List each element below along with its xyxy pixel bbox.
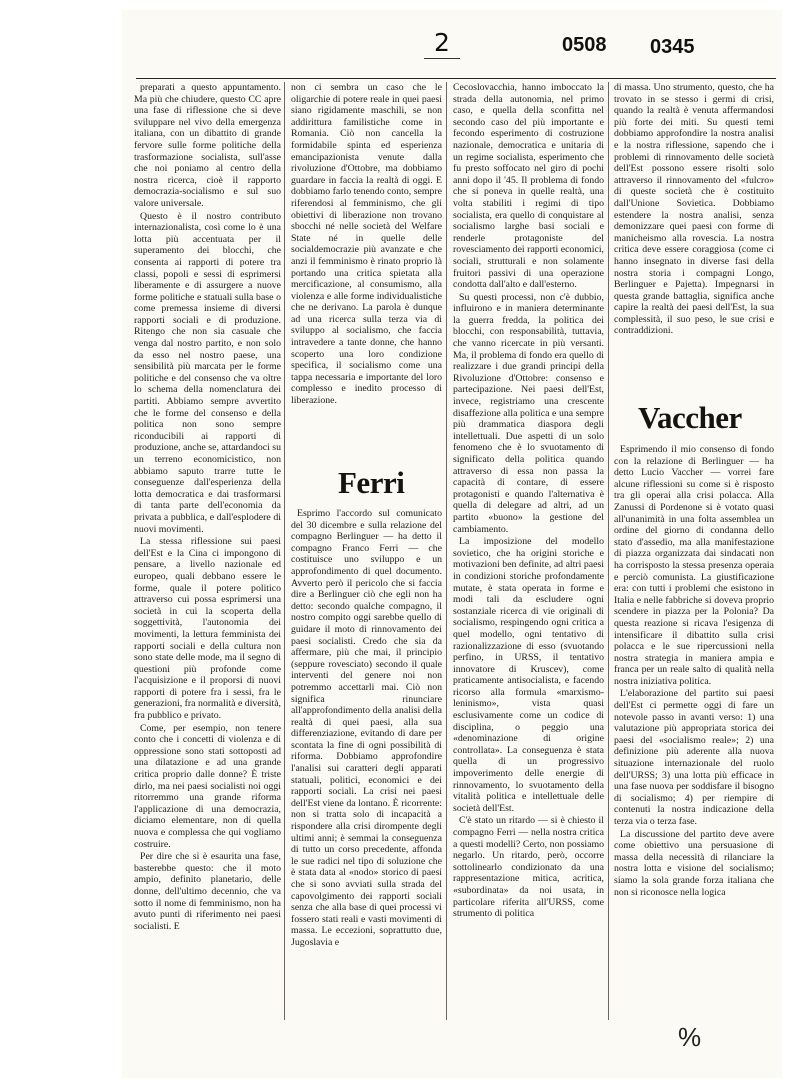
- article-column-1: [134, 82, 281, 1022]
- paragraph: La discussione del partito deve avere come obiettivo una persuasione di massa della necessità di rilanciare la nostra lotta e visione del socialismo; siamo la sola grande forza italiana che non si riconosce nella logica: [614, 828, 774, 898]
- paragraph: Su questi processi, non c'è dubbio, influirono e in maniera determinante la guerra fredda, la politica dei blocchi, con responsabilità, tuttavia, che vanno ricercate in più versanti. Ma, il problema di fondo era quello di realizzare i due grandi principi della Rivoluzione d'Ottobre: consenso e partecipazione. Nei paesi dell'Est, invece, registriamo una crescente disaffezione alla politica e una sempre più drammatica diaspora degli intellettuali. Due aspetti di un solo fenomeno che è lo svuotamento di significato della politica quando attraverso di essa non passa la capacità di contare, di essere protagonisti e quando l'alternativa è quella di delegare ad altri, ad un partito «buono» la gestione del cambiamento.: [453, 291, 604, 535]
- paragraph: Cecoslovacchia, hanno imboccato la strada della autonomia, nel primo caso, e quella della sconfitta nel secondo caso del più importante e fecondo esperimento di costruzione nazionale, democratica e unitaria di un regime socialista, esperimento che fu presto soffocato nel giro di pochi anni dopo il '45. Il problema di fondo che si poneva in quelle realtà, una volta stabiliti i regimi di tipo socialista, era quello di conquistare al socialismo larghe basi sociali e renderle protagoniste del rovesciamento dei rapporti economici, sociali, strutturali e non solamente fruitori passivi di una operazione condotta dall'alto e dall'esterno.: [453, 82, 604, 291]
- paragraph: La stessa riflessione sui paesi dell'Est e la Cina ci impongono di pensare, a livello nazionale ed europeo, quali debbano essere le forme, quale il potere politico attraverso cui possa esprimersi una società in cui la scoperta della soggettività, l'autonomia dei movimenti, la lettura femminista dei rapporti sociali e della cultura non sono state delle mode, ma il segno di questioni più profonde come l'acquisizione e il proporsi di nuovi rapporti di potere fra i sessi, fra le generazioni, fra normalità e diversità, fra pubblico e privato.: [134, 536, 281, 722]
- paragraph: Questo è il nostro contributo internazionalista, così come lo è una lotta più accentuata per il superamento dei blocchi, che consenta ai rapporti di potere tra classi, popoli e sessi di esprimersi liberamente e di assurgere a nuove forme politiche e statuali sulla base o come premessa insieme di diversi rapporti sociali e di produzione. Ritengo che non sia casuale che venga dal nostro partito, e non solo da esso nel nostro paese, una sensibilità più marcata per le forme politiche e del consenso che va oltre lo schema della nomenclatura dei partiti. Abbiamo sempre avvertito che le forme del consenso e della politica non sono sempre riconducibili ai rapporti di produzione, anche se, attardandoci su un terreno economicistico, non abbiamo saputo trarre tutte le conseguenze dall'esperienza della lotta democratica e dai trasformarsi di tanta parte dell'economia da privata a pubblica, e dall'esplodere di nuovi movimenti.: [134, 210, 281, 535]
- speaker-name-vaccher: Vaccher: [638, 400, 742, 435]
- article-column-2-top: [291, 82, 442, 462]
- paragraph: Esprimo l'accordo sul comunicato del 30 dicembre e sulla relazione del compagno Berlinguer — ha detto il compagno Franco Ferri — che costituisce uno sviluppo e un approfondimento di quel documento. Avverto però il pericolo che si faccia dire a Berlinguer ciò che egli non ha detto: secondo qualche compagno, il nostro compito oggi sarebbe quello di guidare il moto di rinnovamento dei paesi socialisti. Credo che sia da affermare, più che mai, il principio (seppure rovesciato) secondo il quale interventi del genere noi non potremmo accettarli mai. Ciò non significa rinunciare all'approfondimento della analisi della realtà di quei paesi, alla sua differenziazione, evitando di dare per scontata la fine di ogni possibilità di riforma. Dobbiamo approfondire l'analisi sui caratteri degli apparati statuali, politici, economici e dei rapporti sociali. La crisi nei paesi dell'Est viene da lontano. È ricorrente: non si tratta solo di incapacità a rispondere alla crisi dirompente degli ultimi anni; è semmai la conseguenza di tutto un corso precedente, affonda le sue radici nel tipo di soluzione che è stata data al «nodo» storico di paesi che si sono avviati sulla strada del capovolgimento dei rapporti sociali senza che alla base di quei processi vi fossero stati reali e vasti movimenti di massa. Le eccezioni, soprattutto due, Jugoslavia e: [291, 508, 442, 948]
- archive-code-right: 0345: [650, 36, 695, 58]
- paragraph: La imposizione del modello sovietico, che ha origini storiche e motivazioni ben definite, ad altri paesi in condizioni storiche profondamente mutate, è stata operata in forme e modi tali da escludere ogni sostanziale ricerca di vie originali di socialismo, respingendo ogni critica a quel modello, ogni tentativo di razionalizzazione di esso (svuotando perfino, in URSS, il tentativo innovatore di Kruscev), come praticamente antisocialista, e facendo ricorso alla formula «marxismo-leninismo», vista quasi esclusivamente come un codice di disciplina, o peggio una «denominazione di origine controllata». La conseguenza è stata quella di un progressivo impoverimento delle energie di rinnovamento, lo svuotamento della vitalità politica e intellettuale delle società dell'Est.: [453, 536, 604, 814]
- paragraph: preparati a questo appuntamento. Ma più che chiudere, questo CC apre una fase di riflessione che si deve sviluppare nel vivo della emergenza italiana, con un dibattito di grande fervore sulle forme politiche della trasformazione socialista, sull'asse che noi poniamo al centro della nostra ricerca, cioè il rapporto democrazia-socialismo e sul suo valore universale.: [134, 82, 281, 209]
- paragraph: C'è stato un ritardo — si è chiesto il compagno Ferri — nella nostra critica a questi modelli? Certo, non possiamo negarlo. Un ritardo, però, occorre sottolinearlo condizionato da una rappresentazione mitica, acritica, «subordinata» da noi usata, in particolare riferita all'URSS, come strumento di politica: [453, 815, 604, 920]
- paragraph: L'elaborazione del partito sui paesi dell'Est ci permette oggi di fare un notevole passo in avanti verso: 1) una valutazione più appropriata storica dei paesi del «socialismo reale»; 2) una definizione più aderente alla nuova situazione internazionale del ruolo dell'URSS; 3) una lotta più efficace in una fase nuova per soddisfare il bisogno di socialismo; 4) per riempire di contenuti la nostra indicazione della terza via o terza fase.: [614, 688, 774, 827]
- article-column-4-bottom: [614, 444, 774, 1022]
- header-rule: [136, 78, 776, 79]
- handwritten-mark: %: [678, 1022, 702, 1052]
- paragraph: Esprimendo il mio consenso di fondo con la relazione di Berlinguer — ha detto Lucio Vaccher — vorrei fare alcune riflessioni su come si è risposto tra gli operai alla crisi polacca. Alla Zanussi di Pordenone si è votato quasi all'unanimità in una folta assemblea un ordine del giorno di condanna dello stato d'assedio, ma alla manifestazione di piazza organizzata dai sindacati non ha corrisposto la stessa presenza operaia e perciò comunista. La giustificazione era: con tutti i problemi che esistono in Italia e nelle fabbriche si doveva proprio scendere in piazza per la Polonia? Da questa reazione si ricava l'esigenza di intensificare il dibattito sulla crisi polacca e le sue ripercussioni nella nostra strategia in maniera ampia e franca per un reale salto di qualità nella nostra iniziativa politica.: [614, 444, 774, 687]
- speaker-name-ferri: Ferri: [338, 465, 405, 500]
- handwritten-page-mark: 2: [434, 28, 450, 57]
- article-column-4-top: [614, 82, 774, 397]
- column-divider: [284, 82, 285, 1020]
- paragraph: non ci sembra un caso che le oligarchie di potere reale in quei paesi siano rigidamente maschili, se non addirittura familistiche come in Romania. Ciò non cancella la formidabile spinta ed esperienza emancipazionista venute dalla rivoluzione d'Ottobre, ma dobbiamo guardare in faccia la realtà di oggi. E dobbiamo farlo tenendo conto, sempre riferendosi al femminismo, che gli obiettivi di liberazione non trovano sbocchi né nelle società del Welfare State né in quelle delle socialdemocrazie più avanzate e che anzi il femminismo è rinato proprio là portando una critica spietata alla mercificazione, al consumismo, alla violenza e alle forme individualistiche che ne derivano. La parola è dunque ad una ricerca sulla terza via di sviluppo al socialismo, che faccia intravedere a tante donne, che hanno scoperto una loro condizione specifica, il socialismo come una tappa necessaria e importante del loro complesso e inedito processo di liberazione.: [291, 82, 442, 407]
- paragraph: Come, per esempio, non tenere conto che i concetti di violenza e di oppressione sono stati sottoposti ad una dilatazione e ad una grande critica proprio dalle donne? È triste dirlo, ma nei paesi socialisti noi oggi ritorremmo una grande riforma l'applicazione di una democrazia, diciamo elementare, non di quella nuova e complessa che qui vogliamo costruire.: [134, 722, 281, 850]
- article-column-2-bottom: [291, 508, 442, 1020]
- article-column-3: [453, 82, 604, 1022]
- column-divider: [446, 82, 447, 1020]
- paragraph: Per dire che si è esaurita una fase, basterebbe questo: che il moto ampio, definito planetario, delle donne, dell'ultimo decennio, che va sotto il nome di femminismo, non ha avuto punti di riferimento nei paesi socialisti. E: [134, 851, 281, 932]
- paragraph: di massa. Uno strumento, questo, che ha trovato in se stesso i germi di crisi, quando la realtà è venuta affermandosi più forte dei miti. Su questi temi dobbiamo approfondire la nostra analisi e la nostra riflessione, sapendo che i problemi di rinnovamento delle società dell'Est possono essere risolti solo attraverso il rinnovamento del «fulcro» di queste società che è costituito dall'Unione Sovietica. Dobbiamo estendere la nostra analisi, senza demonizzare quei paesi con forme di manicheismo alla rovescia. La nostra critica deve essere coraggiosa (come ci hanno insegnato in diverse fasi della nostra storia i compagni Longo, Berlinguer e Pajetta). Impegnarsi in questa grande battaglia, significa anche capire la realtà dei paesi dell'Est, la sua complessità, il suo peso, le sue crisi e contraddizioni.: [614, 82, 774, 337]
- page-mark-underline: [424, 58, 460, 59]
- archive-code-left: 0508: [562, 34, 607, 56]
- column-divider: [608, 82, 609, 1020]
